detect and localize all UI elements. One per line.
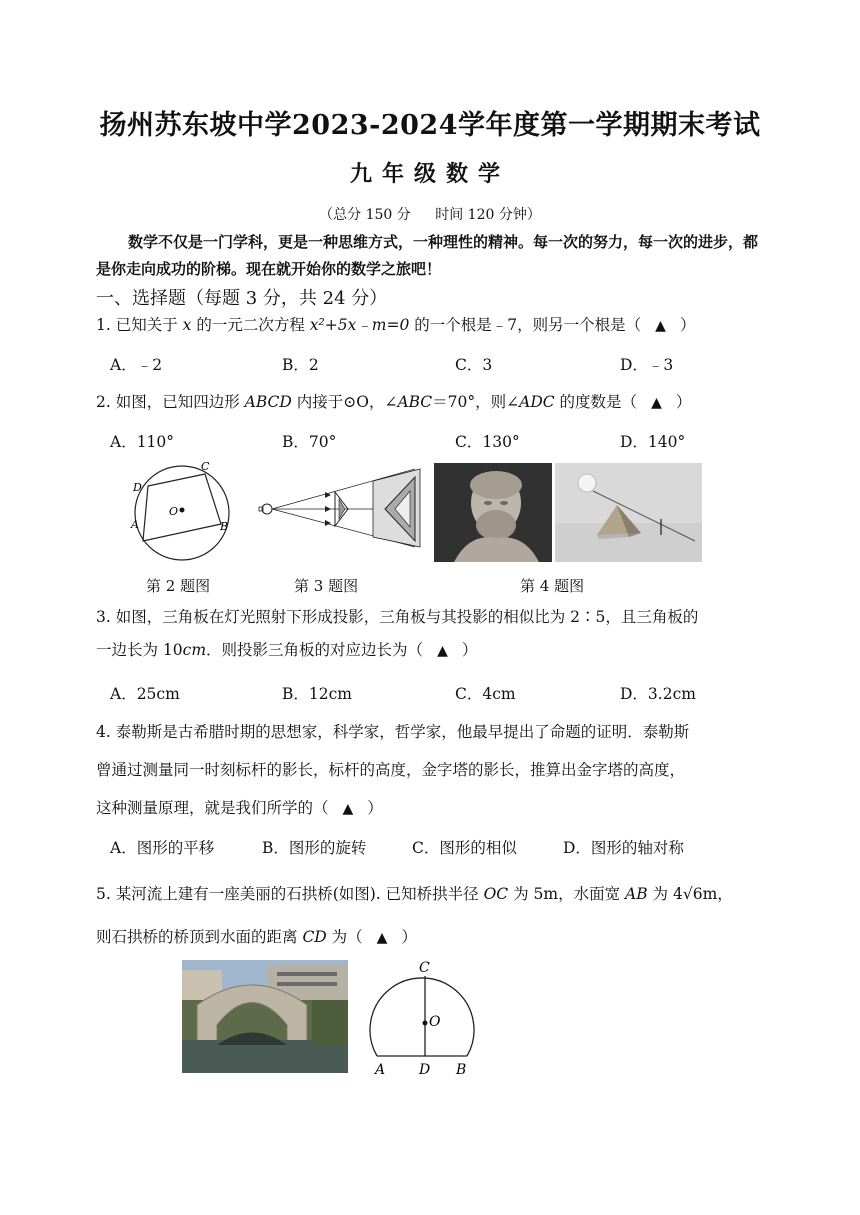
q5-text-a: 5. 某河流上建有一座美丽的石拱桥(如图). 已知桥拱半径 [96, 885, 484, 903]
q1-equation: x²+5x﹣m=0 [309, 316, 410, 334]
q3-text-a: 一边长为 10 [96, 641, 183, 659]
q5-text-b: 为 5m，水面宽 [508, 885, 626, 903]
answer-mark: ▲ [376, 930, 388, 946]
question-2 [96, 388, 776, 417]
question-4-line-1: 4. 泰勒斯是古希腊时期的思想家，科学家，哲学家，他最早提出了命题的证明．泰勒斯 [96, 723, 690, 741]
section-title: 一、选择题（每题 3 分，共 24 分） [96, 288, 388, 309]
question-3-line-1: 3. 如图，三角板在灯光照射下形成投影，三角板与其投影的相似比为 2∶5，且三角板的 [96, 608, 699, 626]
label-b: B [220, 520, 229, 533]
exam-subtitle: 九年级数学 [349, 161, 510, 187]
q4-option-a: A．图形的平移 [110, 839, 215, 857]
q4-close: ） [367, 799, 383, 817]
answer-mark: ▲ [651, 395, 662, 411]
q4-option-b: B．图形的旋转 [262, 839, 367, 857]
q3-option-b: B．12cm [282, 685, 352, 703]
total-score: （总分 150 分 [319, 207, 411, 223]
q2-text-b: 内接于⊙O，∠ [291, 393, 398, 411]
arch-label-o: O [429, 1014, 441, 1030]
question-3-line-2 [96, 636, 776, 665]
intro-paragraph: 数学不仅是一门学科，更是一种思维方式，一种理性的精神。每一次的努力，每一次的进步，都是你走向成功的阶梯。现在就开始你的数学之旅吧！ [96, 233, 759, 278]
q1-close: ） [679, 316, 696, 334]
q1-text-b: 的一元二次方程 [191, 316, 310, 334]
q2-angle-abc: ABC [397, 393, 433, 411]
q5-oc: OC [483, 885, 509, 903]
caption-figure-2: 第 2 题图 [146, 577, 211, 595]
arch-label-d: D [419, 1062, 431, 1078]
label-o: O [169, 505, 179, 518]
label-d: D [133, 481, 142, 494]
q2-option-d: D．140° [620, 433, 686, 451]
q4-text-a: 这种测量原理，就是我们所学的（ [96, 799, 329, 817]
q5-text-f: 为（ [326, 928, 363, 946]
arch-label-c: C [419, 960, 430, 976]
q5-ab: AB [625, 885, 648, 903]
q4-option-d: D．图形的轴对称 [563, 839, 684, 857]
label-c: C [201, 460, 210, 473]
answer-mark: ▲ [655, 318, 666, 334]
question-4-line-2: 曾通过测量同一时刻标杆的影长，标杆的高度，金字塔的影长，推算出金字塔的高度， [96, 761, 686, 779]
q2-text-d: 的度数是（ [554, 393, 638, 411]
question-4-line-3 [96, 794, 776, 823]
q3-text-b: ．则投影三角板的对应边长为（ [206, 641, 424, 659]
q5-text-e: 则石拱桥的桥顶到水面的距离 [96, 928, 303, 946]
q2-angle-adc: ADC [519, 393, 555, 411]
exam-meta [0, 204, 860, 224]
question-5-line-1 [96, 880, 776, 908]
q1-text-a: 1. 已知关于 [96, 316, 183, 334]
q2-close: ） [675, 393, 692, 411]
label-a: A [131, 518, 139, 531]
q1-option-b: B．2 [282, 356, 319, 374]
arch-label-b: B [456, 1062, 467, 1078]
answer-mark: ▲ [342, 801, 354, 817]
question-5-line-2 [96, 923, 776, 952]
q1-var-x: x [182, 316, 192, 334]
q4-option-c: C．图形的相似 [412, 839, 517, 857]
q5-text-d: ， [717, 885, 733, 903]
q3-option-d: D．3.2cm [620, 685, 696, 703]
q5-cd: CD [302, 928, 327, 946]
answer-mark: ▲ [437, 643, 448, 659]
q2-option-b: B．70° [282, 433, 337, 451]
q3-unit: cm [182, 641, 207, 659]
caption-figure-3: 第 3 题图 [294, 577, 359, 595]
q5-close: ） [401, 928, 417, 946]
figure-5-bridge-photo [182, 960, 348, 1073]
figure-2-circle-diagram [125, 458, 240, 570]
q2-text-c: ＝70°，则∠ [432, 393, 520, 411]
q3-option-a: A．25cm [110, 685, 180, 703]
q1-option-c: C．3 [455, 356, 493, 374]
figure-5-arch-diagram [365, 958, 485, 1078]
q3-option-c: C．4cm [455, 685, 516, 703]
q2-text-a: 2. 如图，已知四边形 [96, 393, 245, 411]
arch-label-a: A [375, 1062, 386, 1078]
time-limit: 时间 120 分钟） [435, 207, 541, 223]
q5-value: 4√6m [672, 885, 718, 903]
q1-option-d: D．﹣3 [620, 356, 674, 374]
q1-option-a: A．﹣2 [110, 356, 163, 374]
q5-text-c: 为 [647, 885, 673, 903]
exam-title: 扬州苏东坡中学2023-2024学年度第一学期期末考试 [99, 110, 761, 141]
q2-quad: ABCD [244, 393, 292, 411]
q3-close: ） [461, 641, 478, 659]
q2-option-a: A．110° [110, 433, 175, 451]
question-1 [96, 311, 776, 340]
q1-text-c: 的一个根是﹣7，则另一个根是（ [409, 316, 642, 334]
figure-4-thales-bust-image [434, 463, 552, 562]
q2-option-c: C．130° [455, 433, 520, 451]
figure-3-projection-diagram [255, 467, 425, 552]
figure-4-pyramid-image [555, 463, 702, 562]
caption-figure-4: 第 4 题图 [520, 577, 585, 595]
